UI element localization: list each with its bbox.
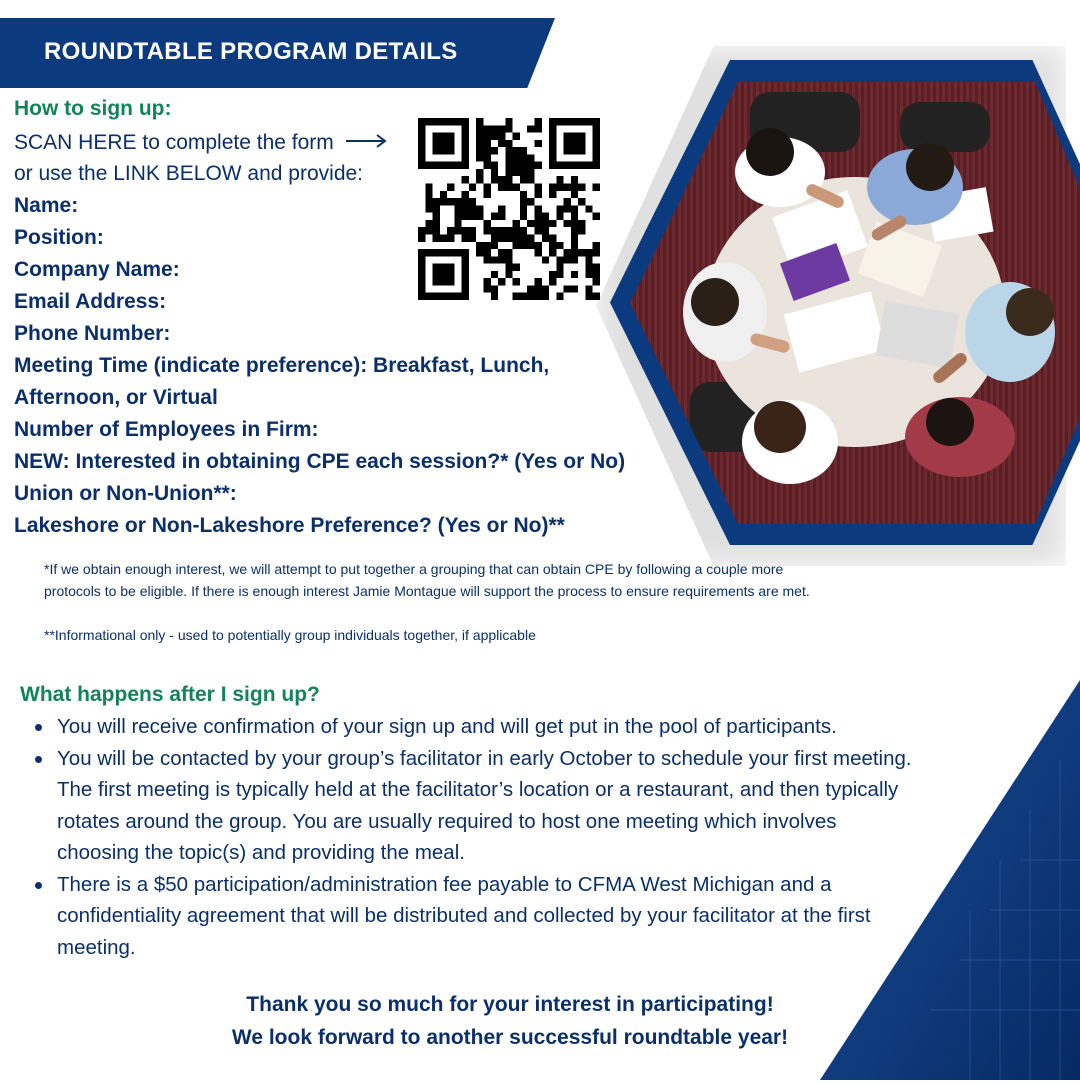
right-arrow-icon	[346, 127, 388, 159]
field-name: Name:	[14, 194, 79, 217]
page-title: ROUNDTABLE PROGRAM DETAILS	[44, 38, 458, 65]
scan-text: SCAN HERE to complete the form	[14, 131, 334, 154]
list-item: There is a $50 participation/administration fee payable to CFMA West Michigan and a confidentiality agreement that will be distributed and collected by your facilitator at the first meeting.	[57, 869, 1017, 964]
list-item: You will receive confirmation of your sign up and will get put in the pool of participants.	[57, 711, 1017, 743]
thanks-line2: We look forward to another successful roundtable year!	[231, 1026, 789, 1049]
link-instruction: or use the LINK BELOW and provide:	[14, 162, 364, 185]
field-union: Union or Non-Union**:	[14, 482, 237, 505]
after-signup-heading: What happens after I sign up?	[20, 683, 320, 706]
field-cpe-interest: NEW: Interested in obtaining CPE each session?* (Yes or No)	[14, 450, 626, 473]
list-item: You will be contacted by your group’s facilitator in early October to schedule your first meeting. The first meeting is typically held at the facilitator’s location or a restaurant, and then typically rotates around the group. You are usually required to host one meeting which involves choosing the topic(s) and providing the meal.	[57, 743, 1017, 869]
field-position: Position:	[14, 226, 104, 249]
signup-heading: How to sign up:	[14, 97, 172, 120]
cpe-note-line2: protocols to be eligible. If there is enough interest Jamie Montague will support the process to ensure requirements are met.	[44, 583, 810, 599]
cpe-note-line1: *If we obtain enough interest, we will attempt to put together a grouping that can obtain CPE by following a couple more	[44, 561, 784, 577]
field-meeting-time-cont: Afternoon, or Virtual	[14, 386, 218, 409]
field-phone-number: Phone Number:	[14, 322, 171, 345]
field-meeting-time: Meeting Time (indicate preference): Breakfast, Lunch,	[14, 354, 550, 377]
qr-code-icon[interactable]	[418, 118, 600, 300]
thanks-line1: Thank you so much for your interest in participating!	[246, 993, 774, 1016]
after-signup-list	[57, 711, 1017, 963]
field-employee-count: Number of Employees in Firm:	[14, 418, 319, 441]
field-lakeshore: Lakeshore or Non-Lakeshore Preference? (Yes or No)**	[14, 514, 565, 537]
field-company-name: Company Name:	[14, 258, 180, 281]
info-note: **Informational only - used to potentially group individuals together, if applicable	[44, 627, 536, 643]
scan-instruction	[14, 127, 388, 159]
field-email-address: Email Address:	[14, 290, 167, 313]
